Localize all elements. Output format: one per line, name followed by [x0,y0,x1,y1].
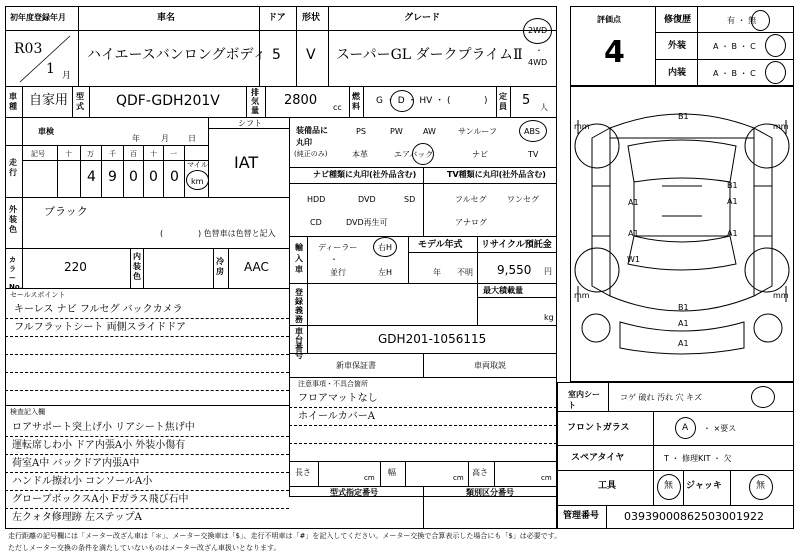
tools-label: 工具 [598,481,617,491]
navi-dvd: DVD [358,195,376,204]
model-label: 型式 [76,92,84,111]
recycle-label: リサイクル預託金 [481,240,552,250]
digit-header-5: 十 [150,150,157,158]
capacity-label: 定員 [499,92,507,111]
tv-oneseg: ワンセグ [507,195,539,204]
diagram-mark-a1-left2: A1 [628,229,639,238]
tv-analog: アナログ [455,218,487,227]
fuel-options: G ・ D ・ HV ・ ( [376,96,451,106]
fuel-label: 燃料 [352,92,360,111]
jack-circle [749,474,773,500]
drive-2wd: 2WD [528,26,548,35]
digit-header-3: 千 [109,150,116,158]
registration-label: 登録義務 [295,288,303,324]
equip-leather: 本革 [352,150,368,159]
notes-line-1: フロアマットなし [298,393,378,404]
vehicle-manual: 車両取説 [474,361,506,370]
ac-value: AAC [244,260,269,274]
exterior-options: A ・ B ・ C [713,42,756,51]
mileage-digit-0: 4 [87,169,96,185]
max-load-label: 最大積載量 [483,286,523,295]
fuel-close: ) [484,96,488,106]
score-value: 4 [604,35,625,70]
height-cm: cm [541,474,552,482]
interior-seat-label: 室内シート [568,390,600,410]
diagram-mark-b1-right: B1 [727,181,738,190]
inspection-day: 日 [188,134,196,143]
capacity: 5 [522,93,531,108]
recycle-value: 9,550 [497,263,532,277]
model-year-value: 不明 [457,268,473,277]
mileage-digit-3: 0 [149,169,158,185]
drive-2wd-circle [523,18,552,44]
unit-mile: マイル [187,161,208,169]
windshield-circle [675,417,696,439]
score-label: 評価点 [597,15,621,24]
km-circle [186,170,209,190]
import-parallel: 並行 [330,268,346,277]
car-diagram-svg [570,86,794,382]
equip-sunroof: サンルーフ [458,127,497,136]
first-reg-month: 1 [46,61,55,77]
shape: V [306,47,316,63]
first-reg-era: R03 [14,41,43,57]
repair-label: 修復歴 [664,15,692,25]
diagram-mark-b1-top: B1 [678,112,689,121]
navi-cd: CD [310,218,322,227]
new-car-warranty: 新車保証書 [336,361,376,370]
equip-airbag: エアバッグ [394,150,434,159]
navi-hdd: HDD [307,195,326,204]
mileage-label: 走行 [9,158,17,177]
sales-point-line-1: キーレス ナビ フルセグ バックカメラ [14,304,183,315]
height-label: 高さ [472,468,488,477]
tv-label: TV種類に丸印(社外品含む) [447,170,546,179]
equipment-label-3: (純正のみ) [294,150,328,158]
chassis-number: GDH201-1056115 [378,332,487,346]
usage-label: 車種 [9,92,17,111]
equip-tv: TV [528,150,539,159]
diagram-mm-br: mm [773,291,789,300]
displacement: 2800 [284,93,318,108]
inspector-note-6: 左クォタ修理跡 左ステップA [12,512,142,523]
shift-label: シフト [238,119,262,128]
diagram-mark-a1-right: A1 [727,197,738,206]
inspector-notes-label: 検査記入欄 [10,408,45,416]
fuel-d-circle [390,90,414,112]
digit-header-0: 記号 [31,150,45,158]
digit-header-4: 百 [130,150,137,158]
kg-unit: kg [544,313,554,322]
repair-options: 有 ・ 無 [727,16,757,25]
first-reg-month-unit: 月 [62,71,72,81]
model-year-unit: 年 [433,268,441,277]
model: QDF-GDH201V [116,93,220,109]
equipment-label-2: 丸印 [296,138,312,147]
tv-fullseg: フルセグ [455,195,487,204]
abs-circle [519,120,547,142]
drive-dot: ・ [535,46,543,55]
equip-pw: PW [390,127,403,136]
diagram-mark-a1-left: A1 [628,198,639,207]
shape-label: 形状 [302,13,321,23]
import-dealer: ディーラー [318,243,358,252]
unit-km: km [191,177,204,186]
diagram-mark-b1-bottom: B1 [678,303,689,312]
equip-abs: ABS [524,127,540,136]
inspector-note-5: グローブボックスA小 Fガラス飛び石中 [12,494,189,505]
exterior-circle [765,34,786,57]
diagram-mm-bl: mm [574,291,590,300]
diagram-mark-a1-right2: A1 [727,229,738,238]
car-name-label: 車名 [157,13,176,23]
inspector-note-4: ハンドル擦れ小 コンソールA小 [12,476,153,487]
digit-header-2: 万 [87,150,94,158]
diagram-mark-a1-rear2: A1 [678,339,689,348]
doors: 5 [272,47,281,63]
displacement-label: 排気量 [251,88,259,115]
seat-items: コゲ 破れ 汚れ 穴 キズ [620,393,703,402]
navi-sd: SD [404,195,416,204]
navi-dvd-play: DVD再生可 [346,218,388,227]
first-reg-label: 初年度登録年月 [10,13,66,22]
jack-value: 無 [756,481,766,491]
jack-label: ジャッキ [686,481,722,491]
right-h: 右H [378,243,393,252]
interior-circle [765,61,786,84]
drive-4wd: 4WD [528,58,548,67]
model-year-label: モデル年式 [418,240,463,250]
width-label: 幅 [388,468,396,477]
equipment-label-1: 装備品に [296,126,328,135]
type-cert-label: 型式指定番号 [330,488,378,497]
class-label: 類別区分番号 [466,488,514,497]
grade: スーパーGL ダークプライムⅡ [336,47,523,63]
diagram-mm-tl: mm [574,122,590,131]
cc-unit: cc [333,103,342,112]
color-no-label: カラーNo. [9,256,23,291]
windshield-items: ・ ×要ス [703,424,737,433]
ext-color-label: 外装色 [9,205,17,234]
diagram-mm-tr: mm [773,122,789,131]
diagram-mark-a1-rear: A1 [678,319,689,328]
equip-navi: ナビ [472,150,488,159]
spare-label: スペアタイヤ [571,453,625,463]
mileage-digit-4: 0 [170,169,179,185]
ext-color-note: ) 色替車は色替と記入 [198,229,276,238]
right-h-circle [373,237,397,257]
mileage-digit-2: 0 [129,169,138,185]
navi-label: ナビ種類に丸印(社外品含む) [313,170,417,179]
exterior-label: 外装 [668,41,687,51]
inspection-month: 月 [161,134,169,143]
inspection-year: 年 [132,134,140,143]
seat-scratch-circle [751,386,775,408]
footer-line-2: ただしメーター交換の条件を満たしていないものはメーター改ざん車扱いとなります。 [8,544,281,552]
usage: 自家用 [29,93,69,108]
ac-label: 冷房 [216,257,224,276]
windshield-value: A [682,423,689,433]
car-name: ハイエースバンロングボディ [87,47,267,63]
tools-circle [657,474,681,500]
inspector-note-1: ロアサポート突上げ小 リアシート焦げ中 [12,422,195,433]
notes-label: 注意事項・不具合箇所 [298,380,368,388]
import-dot: ・ [330,255,338,264]
shift-value: IAT [234,153,259,172]
import-label: 輸入車 [295,243,303,274]
inspection-label: 車検 [38,127,54,136]
equip-ps: PS [356,127,366,136]
sales-point-line-2: フルフラットシート 両側スライドドア [14,322,186,333]
length-cm: cm [364,474,375,482]
ext-color-open: ( [160,229,164,238]
notes-line-2: ホイールカバーA [298,411,376,422]
person-unit: 人 [540,103,548,112]
windshield-label: フロントガラス [567,423,630,433]
sales-points-label: セールスポイント [10,291,66,299]
control-label: 管理番号 [563,511,600,521]
repair-circle [751,10,770,31]
footer-line-1: 走行距離の記号欄には「メーター改ざん車は「＊」、メーター交換車は「$」、走行不明車は「#」を記入してください。メーター交換で合算表示した場合にも「$」は必要です。 [8,532,562,540]
control-number: 03939000862503001922 [624,510,764,523]
digit-header-1: 十 [65,150,72,158]
digit-header-6: 一 [170,150,177,158]
mileage-digit-1: 9 [108,169,117,185]
inspector-note-2: 運転席しわ小 ドア内張A小 外装小傷有 [12,440,186,451]
door-label: ドア [268,13,286,23]
interior-label: 内装 [668,68,687,78]
left-h: 左H [378,268,393,277]
length-label: 長さ [295,468,311,477]
spare-items: T ・ 修理KIT ・ 欠 [664,454,732,463]
width-cm: cm [453,474,464,482]
ext-color-value: ブラック [44,205,88,218]
interior-color-label: 内装色 [133,252,141,281]
diagram-mark-w1: W1 [627,255,640,264]
interior-options: A ・ B ・ C [713,69,756,78]
chassis-label: 車台番号 [295,327,303,360]
tools-value: 無 [664,481,674,491]
airbag-circle [412,143,434,165]
equip-aw: AW [423,127,436,136]
inspector-note-3: 荷室A中 バックドア内張A中 [12,458,140,469]
color-no-value: 220 [64,260,87,274]
grade-label: グレード [404,13,441,23]
yen-unit: 円 [544,267,552,276]
